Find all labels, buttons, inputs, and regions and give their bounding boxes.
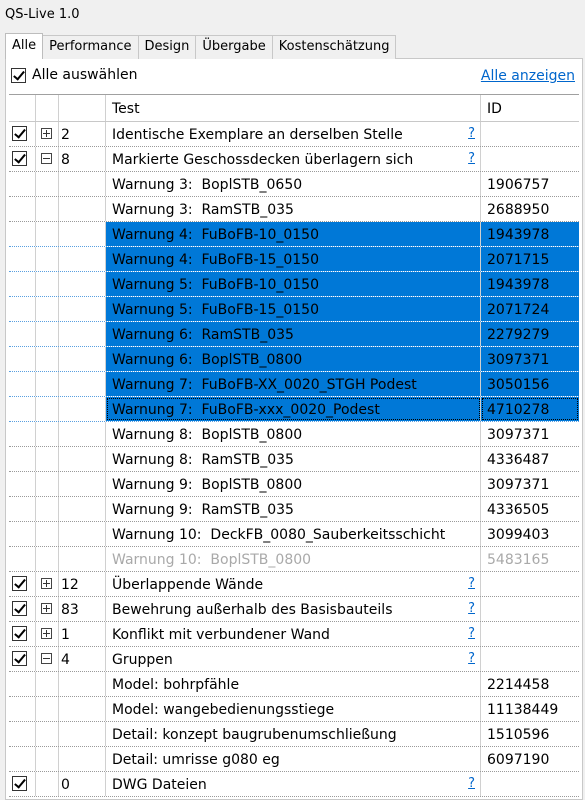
check-cell: [9, 722, 36, 746]
check-cell: [9, 697, 36, 721]
element-id: 11138449: [487, 702, 559, 718]
group-row[interactable]: [9, 572, 579, 597]
element-id: 5483165: [487, 552, 550, 568]
group-row[interactable]: [9, 597, 579, 622]
header-id-label: ID: [487, 101, 502, 117]
warning-row[interactable]: [9, 297, 579, 322]
element-id: 3097371: [487, 427, 550, 443]
group-title: Überlappende Wände: [112, 577, 264, 593]
count-cell: [59, 247, 106, 271]
expand-cell: [36, 147, 59, 171]
expand-cell: [36, 322, 59, 346]
check-cell: [9, 772, 36, 796]
help-link-icon[interactable]: ?: [468, 626, 475, 641]
count-cell: [59, 322, 106, 346]
element-id: 1943978: [487, 277, 550, 293]
check-cell: [9, 572, 36, 596]
show-all-link[interactable]: Alle anzeigen: [480, 68, 575, 84]
results-grid: [9, 94, 579, 797]
element-id: 2071724: [487, 302, 550, 318]
id-cell: [481, 697, 579, 721]
count-cell: [59, 747, 106, 771]
check-cell: [9, 372, 36, 396]
warning-row[interactable]: [9, 422, 579, 447]
check-cell: [9, 747, 36, 771]
warning-row[interactable]: [9, 747, 579, 772]
warning-text: Warnung 6: RamSTB_035: [112, 327, 294, 343]
test-cell: [106, 722, 481, 746]
collapse-icon[interactable]: [41, 153, 52, 164]
expand-cell: [36, 472, 59, 496]
help-link-icon[interactable]: ?: [468, 126, 475, 141]
row-checkbox[interactable]: [12, 626, 27, 641]
element-id: 2071715: [487, 252, 550, 268]
check-cell: [9, 472, 36, 496]
warning-row[interactable]: [9, 672, 579, 697]
warning-row[interactable]: [9, 547, 579, 572]
id-cell: [481, 747, 579, 771]
check-cell: [9, 622, 36, 646]
expand-icon[interactable]: [41, 578, 52, 589]
expand-cell: [36, 172, 59, 196]
check-cell: [9, 347, 36, 371]
test-cell: [106, 647, 481, 671]
test-cell: [106, 622, 481, 646]
check-cell: [9, 122, 36, 146]
id-cell: [481, 722, 579, 746]
check-cell: [9, 172, 36, 196]
tab-0[interactable]: Alle: [5, 33, 43, 59]
count-cell: [59, 397, 106, 421]
group-title: Markierte Geschossdecken überlagern sich: [112, 152, 414, 168]
test-cell: [106, 572, 481, 596]
id-cell: [481, 372, 579, 396]
expand-cell: [36, 622, 59, 646]
count-cell: [59, 422, 106, 446]
check-cell: [9, 647, 36, 671]
id-cell: [481, 497, 579, 521]
check-cell: [9, 597, 36, 621]
expand-icon[interactable]: [41, 128, 52, 139]
element-id: 3097371: [487, 477, 550, 493]
count-cell: [59, 722, 106, 746]
id-cell: [481, 172, 579, 196]
expand-cell: [36, 547, 59, 571]
test-cell: [106, 672, 481, 696]
id-cell: [481, 147, 579, 171]
tab-strip: [5, 33, 395, 59]
element-id: 4336505: [487, 502, 550, 518]
count-cell: [59, 272, 106, 296]
tab-1[interactable]: Performance: [42, 35, 138, 59]
tab-3[interactable]: Übergabe: [195, 35, 272, 59]
check-cell: [9, 147, 36, 171]
check-cell: [9, 197, 36, 221]
group-title: Bewehrung außerhalb des Basisbauteils: [112, 602, 393, 618]
row-checkbox[interactable]: [12, 601, 27, 616]
group-count: 2: [61, 127, 70, 143]
expand-cell: [36, 722, 59, 746]
count-cell: [59, 497, 106, 521]
check-cell: [9, 222, 36, 246]
warning-text: Warnung 4: FuBoFB-15_0150: [112, 252, 319, 268]
help-link-icon[interactable]: ?: [468, 651, 475, 666]
expand-cell: [36, 122, 59, 146]
element-id: 4336487: [487, 452, 550, 468]
count-cell: [59, 697, 106, 721]
expand-cell: [36, 597, 59, 621]
group-row[interactable]: [9, 122, 579, 147]
expand-icon[interactable]: [41, 603, 52, 614]
check-cell: [9, 422, 36, 446]
test-cell: [106, 372, 481, 396]
id-cell: [481, 322, 579, 346]
element-id: 2279279: [487, 327, 550, 343]
warning-row[interactable]: [9, 522, 579, 547]
warning-row[interactable]: [9, 347, 579, 372]
expand-cell: [36, 222, 59, 246]
tab-4[interactable]: Kostenschätzung: [272, 35, 397, 59]
test-cell: [106, 297, 481, 321]
warning-text: Model: bohrpfähle: [112, 677, 240, 693]
header-count-column: [59, 95, 106, 121]
expand-cell: [36, 347, 59, 371]
header-id[interactable]: [481, 95, 579, 121]
group-title: Identische Exemplare an derselben Stelle: [112, 127, 403, 143]
count-cell: [59, 197, 106, 221]
collapse-icon[interactable]: [41, 653, 52, 664]
id-cell: [481, 672, 579, 696]
expand-cell: [36, 297, 59, 321]
group-count: 12: [61, 577, 79, 593]
warning-text: Detail: umrisse g080 eg: [112, 752, 280, 768]
expand-cell: [36, 197, 59, 221]
expand-cell: [36, 497, 59, 521]
count-cell: [59, 522, 106, 546]
expand-cell: [36, 647, 59, 671]
group-count: 0: [61, 777, 70, 793]
expand-cell: [36, 572, 59, 596]
id-cell: [481, 122, 579, 146]
warning-row[interactable]: [9, 447, 579, 472]
count-cell: [59, 772, 106, 796]
warning-text: Warnung 3: BoplSTB_0650: [112, 177, 303, 193]
count-cell: [59, 547, 106, 571]
id-cell: [481, 772, 579, 796]
element-id: 4710278: [487, 402, 550, 418]
test-cell: [106, 272, 481, 296]
group-count: 1: [61, 627, 70, 643]
id-cell: [481, 447, 579, 471]
check-cell: [9, 497, 36, 521]
id-cell: [481, 222, 579, 246]
tab-2[interactable]: Design: [138, 35, 197, 59]
expand-cell: [36, 522, 59, 546]
warning-row[interactable]: [9, 372, 579, 397]
check-cell: [9, 672, 36, 696]
expand-cell: [36, 747, 59, 771]
help-link-icon[interactable]: ?: [468, 576, 475, 591]
count-cell: [59, 147, 106, 171]
warning-row[interactable]: [9, 172, 579, 197]
expand-cell: [36, 422, 59, 446]
warning-text: Detail: konzept baugrubenumschließung: [112, 727, 397, 743]
test-cell: [106, 547, 481, 571]
window-title: QS-Live 1.0: [5, 7, 80, 22]
test-cell: [106, 772, 481, 796]
title-bar: [0, 0, 585, 30]
warning-text: Warnung 10: DeckFB_0080_Sauberkeitsschicht: [112, 527, 446, 543]
count-cell: [59, 222, 106, 246]
count-cell: [59, 172, 106, 196]
test-cell: [106, 522, 481, 546]
id-cell: [481, 472, 579, 496]
check-cell: [9, 322, 36, 346]
header-expand-column: [36, 95, 59, 121]
row-checkbox[interactable]: [12, 151, 27, 166]
test-cell: [106, 147, 481, 171]
expand-cell: [36, 247, 59, 271]
row-checkbox[interactable]: [12, 576, 27, 591]
id-cell: [481, 622, 579, 646]
expand-icon[interactable]: [41, 628, 52, 639]
element-id: 3050156: [487, 377, 550, 393]
test-cell: [106, 497, 481, 521]
help-link-icon[interactable]: ?: [468, 151, 475, 166]
group-row[interactable]: [9, 772, 579, 797]
warning-text: Warnung 5: FuBoFB-10_0150: [112, 277, 319, 293]
id-cell: [481, 347, 579, 371]
expand-cell: [36, 272, 59, 296]
test-cell: [106, 197, 481, 221]
warning-row[interactable]: [9, 497, 579, 522]
group-title: DWG Dateien: [112, 777, 207, 793]
test-cell: [106, 172, 481, 196]
count-cell: [59, 647, 106, 671]
group-count: 83: [61, 602, 79, 618]
check-cell: [9, 247, 36, 271]
test-cell: [106, 222, 481, 246]
check-cell: [9, 447, 36, 471]
group-count: 8: [61, 152, 70, 168]
check-cell: [9, 397, 36, 421]
element-id: 3099403: [487, 527, 550, 543]
help-link-icon[interactable]: ?: [468, 601, 475, 616]
test-cell: [106, 322, 481, 346]
header-check-column: [9, 95, 36, 121]
id-cell: [481, 272, 579, 296]
warning-text: Warnung 8: RamSTB_035: [112, 452, 294, 468]
warning-text: Warnung 7: FuBoFB-XX_0020_STGH Podest: [112, 377, 417, 393]
row-checkbox[interactable]: [12, 776, 27, 791]
header-test-label: Test: [112, 101, 140, 117]
warning-row[interactable]: [9, 322, 579, 347]
group-row[interactable]: [9, 647, 579, 672]
check-cell: [9, 522, 36, 546]
group-count: 4: [61, 652, 70, 668]
count-cell: [59, 372, 106, 396]
element-id: 1510596: [487, 727, 550, 743]
expand-cell: [36, 397, 59, 421]
element-id: 2688950: [487, 202, 550, 218]
id-cell: [481, 297, 579, 321]
header-test[interactable]: [106, 95, 481, 121]
element-id: 1943978: [487, 227, 550, 243]
test-cell: [106, 397, 481, 421]
count-cell: [59, 597, 106, 621]
group-title: Gruppen: [112, 652, 173, 668]
id-cell: [481, 422, 579, 446]
warning-text: Warnung 10: BoplSTB_0800: [112, 552, 312, 568]
expand-cell: [36, 772, 59, 796]
warning-row[interactable]: [9, 247, 579, 272]
id-cell: [481, 597, 579, 621]
warning-text: Warnung 5: FuBoFB-15_0150: [112, 302, 319, 318]
row-checkbox[interactable]: [12, 651, 27, 666]
id-cell: [481, 547, 579, 571]
select-all[interactable]: [11, 66, 137, 84]
warning-row[interactable]: [9, 472, 579, 497]
warning-text: Model: wangebedienungsstiege: [112, 702, 335, 718]
expand-cell: [36, 447, 59, 471]
warning-row[interactable]: [9, 397, 579, 422]
count-cell: [59, 122, 106, 146]
id-cell: [481, 397, 579, 421]
test-cell: [106, 122, 481, 146]
warning-text: Warnung 8: BoplSTB_0800: [112, 427, 303, 443]
expand-cell: [36, 697, 59, 721]
count-cell: [59, 447, 106, 471]
warning-text: Warnung 4: FuBoFB-10_0150: [112, 227, 319, 243]
grid-header: [9, 95, 579, 122]
id-cell: [481, 647, 579, 671]
warning-row[interactable]: [9, 222, 579, 247]
check-cell: [9, 272, 36, 296]
count-cell: [59, 572, 106, 596]
warning-text: Warnung 9: BoplSTB_0800: [112, 477, 303, 493]
group-row[interactable]: [9, 147, 579, 172]
element-id: 1906757: [487, 177, 550, 193]
group-title: Konflikt mit verbundener Wand: [112, 627, 330, 643]
select-all-label[interactable]: Alle auswählen: [32, 67, 138, 83]
element-id: 6097190: [487, 752, 550, 768]
test-cell: [106, 472, 481, 496]
warning-row[interactable]: [9, 697, 579, 722]
id-cell: [481, 197, 579, 221]
expand-cell: [36, 672, 59, 696]
test-cell: [106, 447, 481, 471]
id-cell: [481, 572, 579, 596]
check-cell: [9, 547, 36, 571]
warning-text: Warnung 6: BoplSTB_0800: [112, 352, 303, 368]
test-cell: [106, 597, 481, 621]
test-cell: [106, 347, 481, 371]
row-checkbox[interactable]: [12, 126, 27, 141]
test-cell: [106, 697, 481, 721]
warning-row[interactable]: [9, 272, 579, 297]
warning-row[interactable]: [9, 197, 579, 222]
test-cell: [106, 422, 481, 446]
select-all-checkbox[interactable]: [11, 68, 26, 83]
test-cell: [106, 747, 481, 771]
warning-text: Warnung 3: RamSTB_035: [112, 202, 294, 218]
count-cell: [59, 347, 106, 371]
expand-cell: [36, 372, 59, 396]
element-id: 3097371: [487, 352, 550, 368]
count-cell: [59, 672, 106, 696]
check-cell: [9, 297, 36, 321]
warning-row[interactable]: [9, 722, 579, 747]
group-row[interactable]: [9, 622, 579, 647]
id-cell: [481, 247, 579, 271]
element-id: 2214458: [487, 677, 550, 693]
warning-text: Warnung 9: RamSTB_035: [112, 502, 294, 518]
help-link-icon[interactable]: ?: [468, 776, 475, 791]
count-cell: [59, 622, 106, 646]
id-cell: [481, 522, 579, 546]
count-cell: [59, 297, 106, 321]
count-cell: [59, 472, 106, 496]
test-cell: [106, 247, 481, 271]
warning-text: Warnung 7: FuBoFB-xxx_0020_Podest: [112, 402, 380, 418]
